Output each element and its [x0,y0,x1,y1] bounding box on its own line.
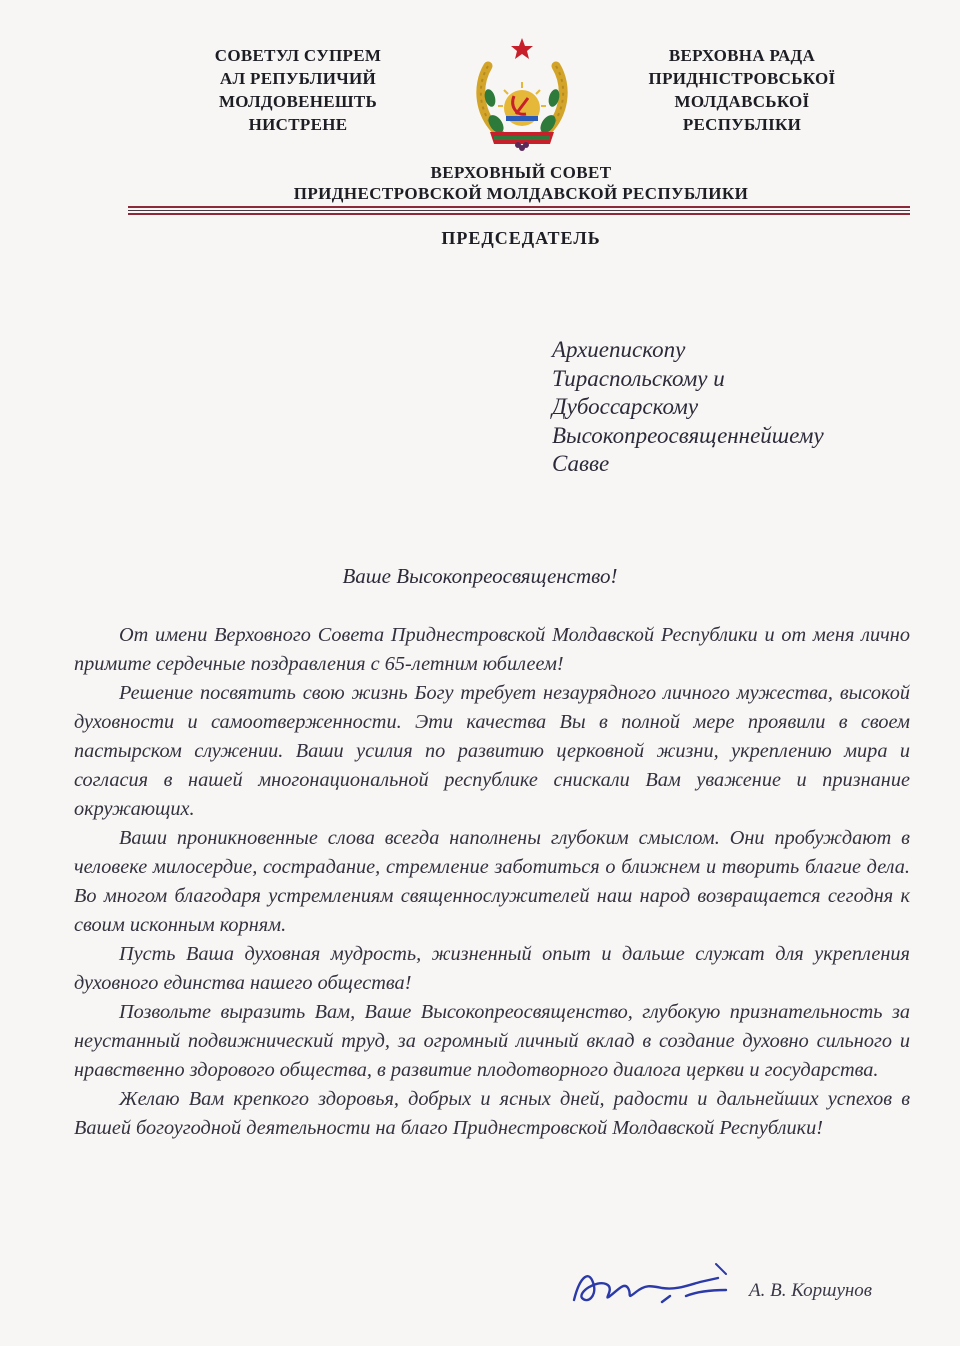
body-paragraph: Желаю Вам крепкого здоровья, добрых и ясных дней, радости и дальнейших успехов в Вашей богоугодной деятельности на благо Приднестровской Молдавской Республики! [74,1088,910,1139]
body-paragraph: Решение посвятить свою жизнь Богу требует незаурядного личного мужества, высокой духовности и самоотверженности. Эти качества Вы в полной мере проявили в своем пастырском служении. Ваши усилия по развитию церковной жизни, укреплению мира и согласия в нашей многонациональной республике снискали Вам уважение и признание окружающих. [74,682,910,820]
letterhead-center-line: ПРИДНЕСТРОВСКОЙ МОЛДАВСКОЙ РЕСПУБЛИКИ [293,184,749,203]
letterhead-right-line: ПРИДНІСТРОВСЬКОЇ [648,69,836,88]
addressee-line: Высокопреосвященнейшему [552,422,824,448]
signer-name: А. В. Коршунов [749,1280,873,1301]
body-paragraph: Позвольте выразить Вам, Ваше Высокопреосвященство, глубокую признательность за неустанный подвижнический труд, за огромный личный вклад в создание духовно сильного и нравственно здорового общества, в развитие плодотворного диалога церкви и государства. [74,1001,910,1081]
addressee-line: Савве [552,451,610,476]
handwritten-signature-icon [566,1256,736,1318]
letterhead-right-block [617,44,867,136]
letterhead-left-line: НИСТРЕНЕ [248,115,348,134]
body-paragraph: Ваши проникновенные слова всегда наполнены глубоким смыслом. Они пробуждают в человеке милосердие, сострадание, стремление заботиться о ближнем и творить благие дела. Во многом благодаря устремлениям священнослужителей наш народ возвращается сегодня к своим исконным корням. [74,827,910,936]
letterhead-rule [128,213,910,215]
letterhead-left-block [173,44,423,136]
letterhead-rule [128,210,910,211]
letterhead-left-line: СОВЕТУЛ СУПРЕМ [214,46,382,65]
letterhead-center-line: ВЕРХОВНЫЙ СОВЕТ [430,163,612,182]
addressee-line: Архиепископу [552,337,686,362]
letterhead-right-line: МОЛДАВСЬКОЇ [674,92,810,111]
body-paragraph: Пусть Ваша духовная мудрость, жизненный опыт и дальше служат для укрепления духовного единства нашего общества! [74,943,910,994]
letter-body [74,621,910,1143]
letterhead-right-line: ВЕРХОВНА РАДА [668,46,816,65]
letterhead-left-line: АЛ РЕПУБЛИЧИЙ [219,69,377,88]
salutation: Ваше Высокопреосвященство! [342,564,618,588]
addressee-block [552,336,824,479]
addressee-line: Дубоссарскому [552,394,699,419]
letterhead-right-line: РЕСПУБЛІКИ [682,115,802,134]
coat-of-arms-icon [466,36,578,154]
position-title: ПРЕДСЕДАТЕЛЬ [441,228,601,248]
letterhead-center-block [0,162,960,204]
letterhead-rule [128,206,910,208]
letterhead-left-line: МОЛДОВЕНЕШТЬ [218,92,378,111]
addressee-line: Тираспольскому и [552,365,725,391]
body-paragraph: От имени Верховного Совета Приднестровской Молдавской Республики и от меня лично примите сердечные поздравления с 65-летним юбилеем! [74,624,910,675]
